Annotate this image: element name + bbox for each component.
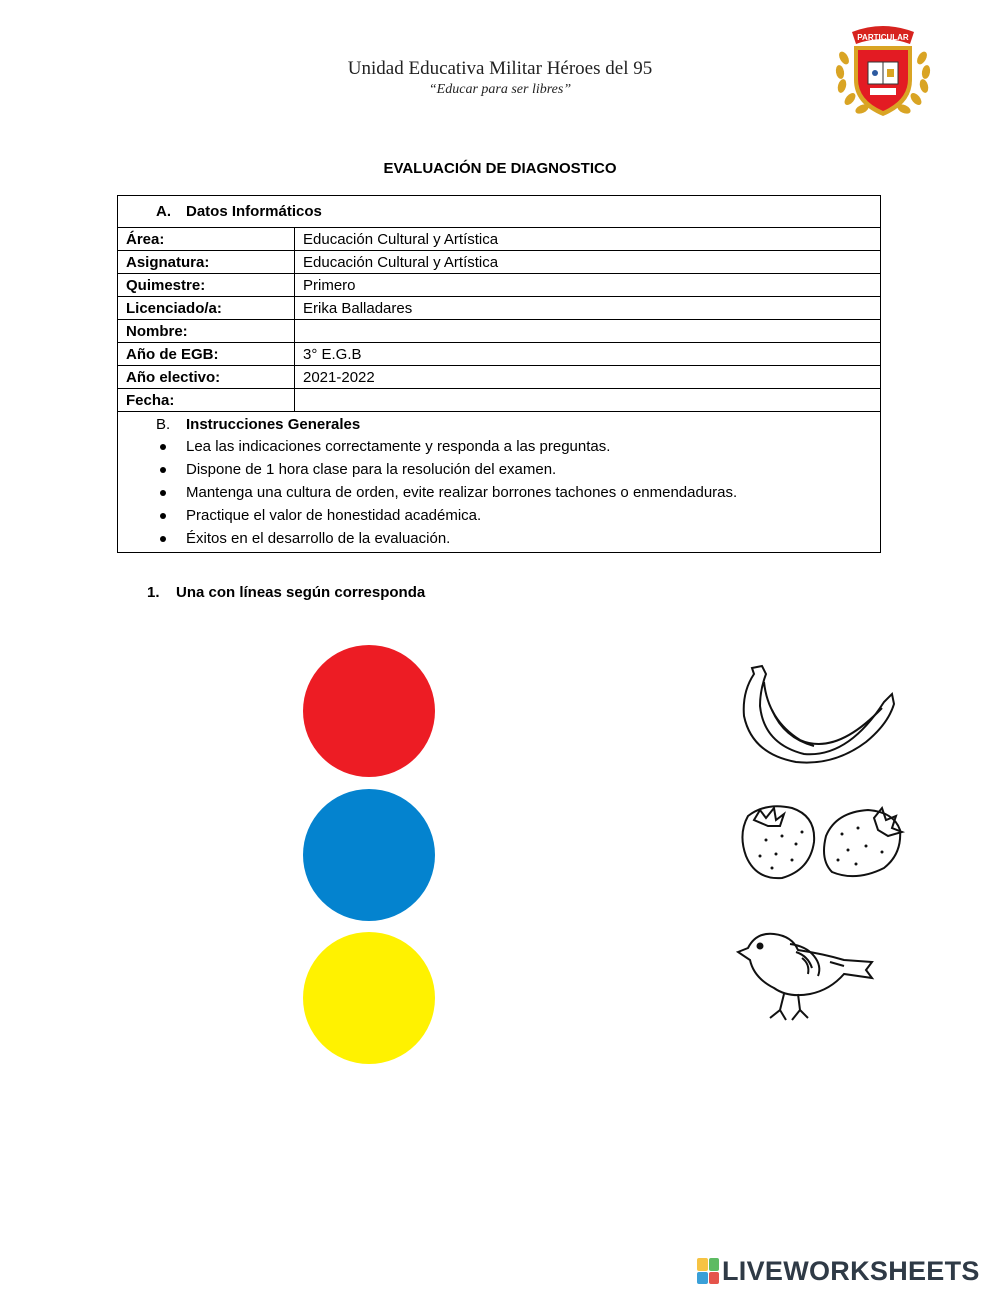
strawberries-icon[interactable] bbox=[736, 796, 908, 886]
row-value: Educación Cultural y Artística bbox=[295, 251, 881, 274]
name-field[interactable] bbox=[295, 320, 881, 343]
question-1 bbox=[147, 584, 425, 601]
section-b-title: Instrucciones Generales bbox=[186, 416, 361, 433]
question-text: Una con líneas según corresponda bbox=[176, 584, 426, 601]
row-label: Área: bbox=[118, 228, 295, 251]
list-item: Mantenga una cultura de orden, evite realizar borrones tachones o enmendaduras. bbox=[156, 481, 872, 504]
table-row bbox=[118, 343, 881, 366]
school-motto: “Educar para ser libres” bbox=[428, 82, 572, 97]
table-row bbox=[118, 389, 881, 412]
row-value: Primero bbox=[295, 274, 881, 297]
section-a-header bbox=[118, 196, 881, 228]
school-crest-icon bbox=[830, 18, 936, 124]
row-label: Asignatura: bbox=[118, 251, 295, 274]
table-row bbox=[118, 366, 881, 389]
liveworksheets-icon bbox=[697, 1258, 719, 1284]
yellow-circle[interactable] bbox=[303, 932, 435, 1064]
table-row bbox=[118, 251, 881, 274]
list-item: Practique el valor de honestidad académica. bbox=[156, 504, 872, 527]
row-value: 2021-2022 bbox=[295, 366, 881, 389]
instructions-list bbox=[156, 435, 872, 550]
crest-banner-text: PARTICULAR bbox=[857, 33, 909, 42]
bird-icon[interactable] bbox=[734, 928, 876, 1028]
row-value: Erika Balladares bbox=[295, 297, 881, 320]
row-label: Licenciado/a: bbox=[118, 297, 295, 320]
red-circle[interactable] bbox=[303, 645, 435, 777]
date-field[interactable] bbox=[295, 389, 881, 412]
section-b-letter: B. bbox=[156, 416, 171, 433]
school-name: Unidad Educativa Militar Héroes del 95 bbox=[347, 58, 653, 79]
section-a-letter: A. bbox=[156, 203, 171, 220]
blue-circle[interactable] bbox=[303, 789, 435, 921]
row-value: Educación Cultural y Artística bbox=[295, 228, 881, 251]
section-b bbox=[118, 412, 881, 553]
row-value: 3° E.G.B bbox=[295, 343, 881, 366]
liveworksheets-text: LIVEWORKSHEETS bbox=[722, 1255, 980, 1286]
table-row bbox=[118, 228, 881, 251]
question-number: 1. bbox=[147, 584, 160, 601]
row-label: Año electivo: bbox=[118, 366, 295, 389]
row-label: Fecha: bbox=[118, 389, 295, 412]
list-item: Éxitos en el desarrollo de la evaluación. bbox=[156, 527, 872, 550]
table-row bbox=[118, 274, 881, 297]
liveworksheets-logo bbox=[697, 1254, 980, 1288]
section-b-header bbox=[156, 414, 872, 435]
row-label: Año de EGB: bbox=[118, 343, 295, 366]
table-row bbox=[118, 320, 881, 343]
banana-icon[interactable] bbox=[738, 660, 898, 770]
row-label: Quimestre: bbox=[118, 274, 295, 297]
document-title: EVALUACIÓN DE DIAGNOSTICO bbox=[383, 160, 617, 177]
section-a-title: Datos Informáticos bbox=[186, 203, 322, 220]
list-item: Lea las indicaciones correctamente y responda a las preguntas. bbox=[156, 435, 872, 458]
table-row bbox=[118, 297, 881, 320]
list-item: Dispone de 1 hora clase para la resolución del examen. bbox=[156, 458, 872, 481]
row-label: Nombre: bbox=[118, 320, 295, 343]
info-table bbox=[117, 195, 881, 553]
